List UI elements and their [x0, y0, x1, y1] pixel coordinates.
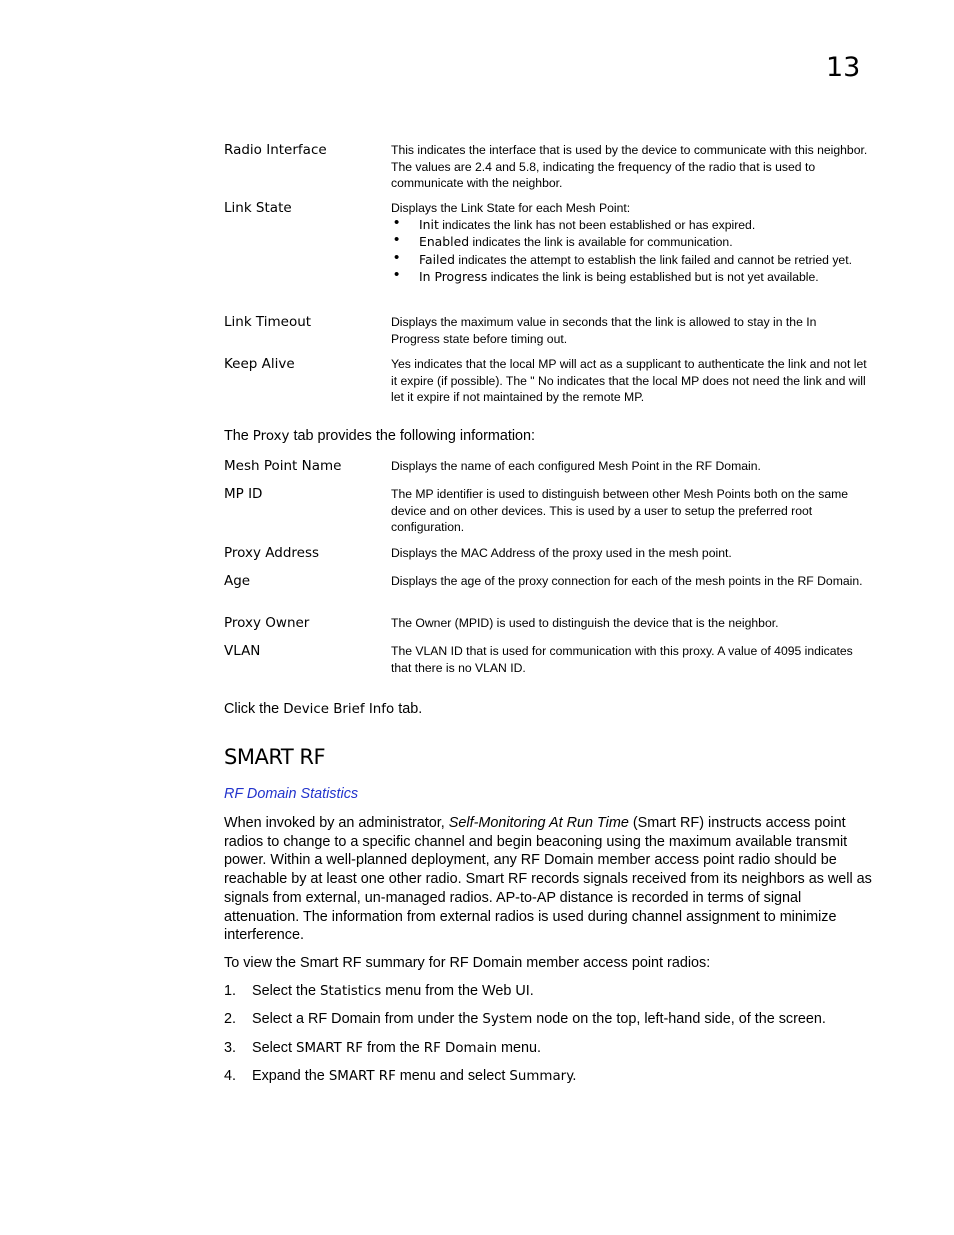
list-item — [391, 234, 868, 251]
bullet-key: Failed — [419, 251, 455, 267]
text: tab. — [394, 701, 423, 717]
ui-term: RF Domain — [423, 1041, 498, 1056]
text: Expand the — [252, 1068, 329, 1084]
row-description: The Owner (MPID) is used to distinguish the device that is the neighbor. — [391, 616, 779, 630]
italic-term: Self-Monitoring At Run Time — [448, 815, 629, 831]
proxy-intro — [224, 427, 872, 447]
link-state-list — [391, 217, 868, 286]
bullet-text: indicates the attempt to establish the link failed and cannot be retried yet. — [454, 252, 852, 267]
list-item — [391, 269, 868, 286]
step-text — [252, 1010, 826, 1030]
row-term: Keep Alive — [224, 356, 295, 372]
step-number: 3. — [224, 1040, 237, 1056]
bullet-key: In Progress — [419, 269, 488, 285]
text: menu. — [497, 1040, 542, 1056]
text: from the — [363, 1040, 424, 1056]
ui-term: Proxy — [252, 429, 290, 444]
text: Select — [252, 1040, 296, 1056]
row-term: Proxy Address — [224, 545, 320, 561]
section-title: SMART RF — [224, 745, 326, 769]
row-term: Link Timeout — [224, 314, 312, 330]
row-term: Mesh Point Name — [224, 458, 342, 474]
row-description: Displays the age of the proxy connection for each of the mesh points in the RF Domain. — [391, 574, 863, 588]
bullet-key: Init — [419, 216, 439, 232]
text: When invoked by an administrator, — [224, 815, 449, 831]
row-term: MP ID — [224, 486, 263, 502]
row-description — [391, 200, 868, 286]
ui-term: Summary. — [509, 1069, 577, 1084]
ui-term: Device Brief Info — [283, 702, 395, 717]
step-text — [252, 1067, 576, 1087]
ui-term: SMART RF — [296, 1041, 363, 1056]
intro-paragraph — [224, 814, 872, 945]
step-number: 2. — [224, 1011, 237, 1027]
text: (Smart RF) instructs access point radios to change to a specific channel and begin beaconing using the maximum available transmit power. Within a well-planned deployment, any RF Domain member access point radio should be reachable by at least one other radio. Smart RF records signals received from its neighbors as well as signals from external, un-managed radios. AP-to-AP distance is recorded in terms of signal attenuation. The information from external radios is used during channel assignment to minimize interference. — [224, 815, 872, 944]
row-term: Proxy Owner — [224, 615, 310, 631]
step-number: 1. — [224, 983, 237, 999]
bullet-text: indicates the link is being established but is not yet available. — [487, 270, 819, 285]
row-description-lead: Displays the Link State for each Mesh Point: — [391, 201, 631, 215]
ui-term: SMART RF — [328, 1069, 396, 1084]
bullet-text: indicates the link is available for communication. — [469, 235, 733, 250]
row-description: Displays the name of each configured Mesh Point in the RF Domain. — [391, 459, 761, 473]
row-description: Displays the MAC Address of the proxy used in the mesh point. — [391, 546, 732, 560]
text: Select a RF Domain from under the — [252, 1011, 483, 1027]
click-note — [224, 700, 872, 720]
row-description: The MP identifier is used to distinguish between other Mesh Points both on the same device and on other devices. This is used by a user to setup the preferred root configuration. — [391, 487, 849, 535]
text: tab provides the following information: — [289, 428, 536, 444]
list-item — [391, 217, 868, 234]
step-text — [252, 1039, 541, 1059]
row-description: The VLAN ID that is used for communication with this proxy. A value of 4095 indicates that there is no VLAN ID. — [391, 644, 853, 675]
text: menu from the Web UI. — [381, 983, 534, 999]
row-term: Age — [224, 573, 251, 589]
text: Click the — [224, 701, 284, 717]
row-term: Radio Interface — [224, 142, 327, 158]
row-description: This indicates the interface that is used by the device to communicate with this neighbor. The values are 2.4 and 5.8, indicating the frequency of the radio that is used to communicate with the neighbor. — [391, 143, 868, 191]
ui-term: System — [482, 1012, 533, 1027]
text: The — [224, 428, 253, 444]
row-term: Link State — [224, 200, 292, 216]
step-text — [252, 982, 534, 1002]
chapter-number: 13 — [826, 52, 861, 83]
text: node on the top, left-hand side, of the screen. — [532, 1011, 826, 1027]
row-description: Yes indicates that the local MP will act as a supplicant to authenticate the link and not let it expire (if possible). The " No indicates that the local MP does not need the link and will let it expire if not maintained by the remote MP. — [391, 357, 867, 405]
text: menu and select — [395, 1068, 510, 1084]
related-link[interactable]: RF Domain Statistics — [224, 786, 359, 802]
text: Select the — [252, 983, 320, 999]
bullet-text: indicates the link has not been established or has expired. — [438, 217, 756, 232]
bullet-key: Enabled — [419, 234, 470, 250]
ui-term: Statistics — [320, 984, 382, 999]
row-term: VLAN — [224, 643, 261, 659]
view-instructions: To view the Smart RF summary for RF Domain member access point radios: — [224, 955, 711, 971]
step-number: 4. — [224, 1068, 237, 1084]
list-item — [391, 252, 868, 269]
row-description: Displays the maximum value in seconds that the link is allowed to stay in the In Progress state before timing out. — [391, 315, 817, 346]
